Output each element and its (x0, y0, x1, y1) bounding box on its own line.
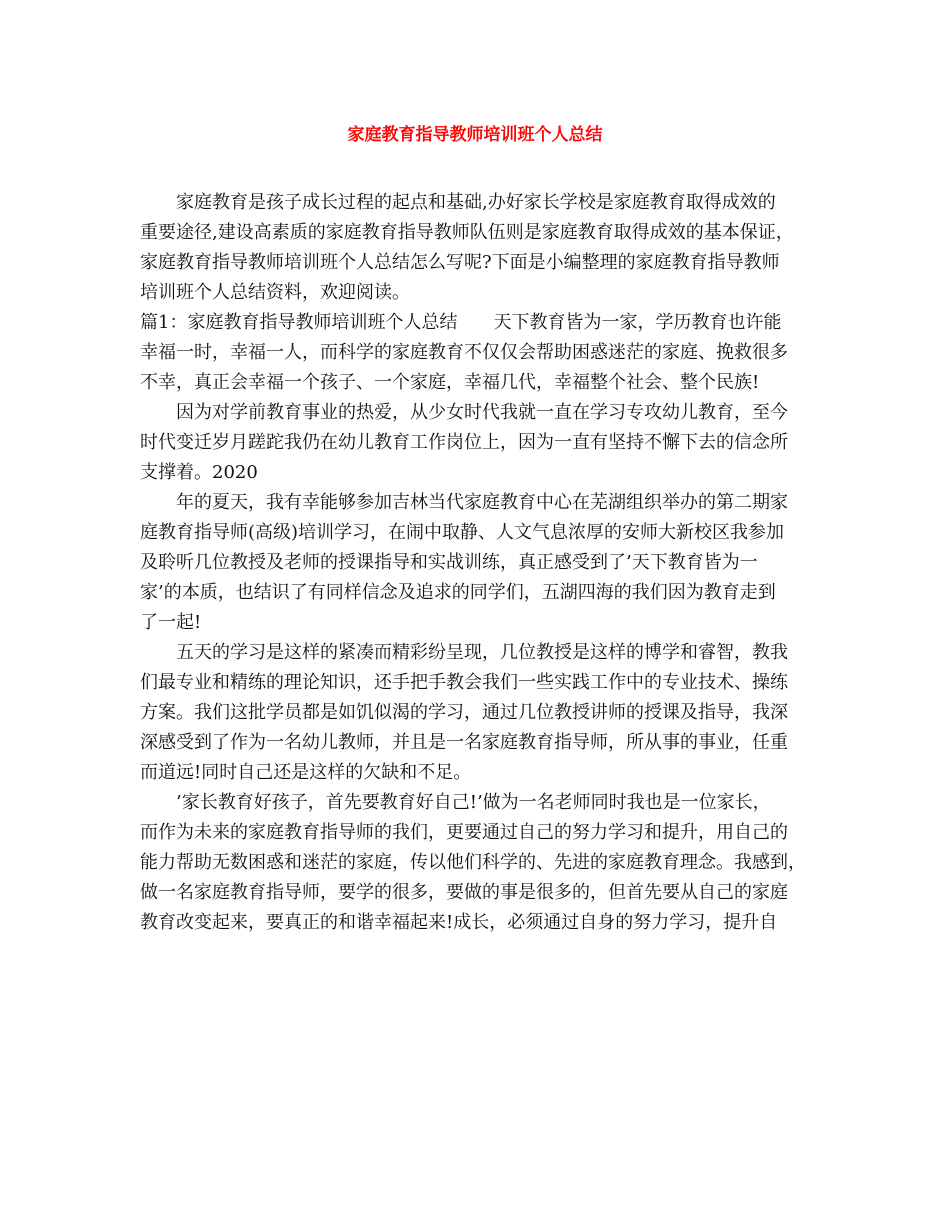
text-line: 篇1：家庭教育指导教师培训班个人总结 天下教育皆为一家，学历教育也许能 (140, 312, 782, 333)
text-line: 重要途径,建设高素质的家庭教育指导教师队伍则是家庭教育取得成效的基本保证， (140, 222, 794, 243)
text-line: 因为对学前教育事业的热爱，从少女时代我就一直在学习专攻幼儿教育，至今 (176, 402, 788, 423)
text-line: 家庭教育是孩子成长过程的起点和基础,办好家长学校是家庭教育取得成效的 (176, 192, 776, 213)
text-line: 家庭教育指导教师培训班个人总结怎么写呢?下面是小编整理的家庭教育指导教师 (140, 252, 780, 273)
text-line: 支撑着。2020 (140, 462, 258, 483)
text-line: 幸福一时，幸福一人，而科学的家庭教育不仅仅会帮助困惑迷茫的家庭、挽救很多 (140, 342, 788, 363)
text-line: 年的夏天，我有幸能够参加吉林当代家庭教育中心在芜湖组织举办的第二期家 (176, 492, 788, 513)
text-line: 时代变迁岁月蹉跎我仍在幼儿教育工作岗位上，因为一直有坚持不懈下去的信念所 (140, 432, 788, 453)
document-body (140, 188, 816, 938)
text-line: 深感受到了作为一名幼儿教师，并且是一名家庭教育指导师，所从事的事业，任重 (140, 732, 788, 753)
text-line: 了一起! (140, 612, 202, 633)
text-line: 培训班个人总结资料，欢迎阅读。 (140, 282, 410, 303)
text-line: 及聆听几位教授及老师的授课指导和实战训练，真正感受到了’天下教育皆为一 (140, 552, 758, 573)
text-line: ’家长教育好孩子，首先要教育好自己!’做为一名老师同时我也是一位家长， (176, 792, 771, 813)
text-line: 而道远!同时自己还是这样的欠缺和不足。 (140, 762, 472, 783)
text-line: 能力帮助无数困惑和迷茫的家庭，传以他们科学的、先进的家庭教育理念。我感到， (140, 852, 806, 873)
text-line: 教育改变起来，要真正的和谐幸福起来!成长，必须通过自身的努力学习，提升自 (140, 912, 778, 933)
text-line: 而作为未来的家庭教育指导师的我们，更要通过自己的努力学习和提升，用自己的 (140, 822, 788, 843)
text-line: 不幸，真正会幸福一个孩子、一个家庭，幸福几代，幸福整个社会、整个民族! (140, 372, 760, 393)
document-title: 家庭教育指导教师培训班个人总结 (347, 125, 603, 145)
text-line: 做一名家庭教育指导师，要学的很多，要做的事是很多的，但首先要从自己的家庭 (140, 882, 788, 903)
text-line: 们最专业和精练的理论知识，还手把手教会我们一些实践工作中的专业技术、操练 (140, 672, 788, 693)
text-line: 方案。我们这批学员都是如饥似渴的学习，通过几位教授讲师的授课及指导，我深 (140, 702, 788, 723)
text-line: 五天的学习是这样的紧凑而精彩纷呈现，几位教授是这样的博学和睿智，教我 (176, 642, 788, 663)
text-line: 家’的本质，也结识了有同样信念及追求的同学们，五湖四海的我们因为教育走到 (140, 582, 776, 603)
text-line: 庭教育指导师(高级)培训学习，在闹中取静、人文气息浓厚的安师大新校区我参加 (140, 522, 785, 543)
